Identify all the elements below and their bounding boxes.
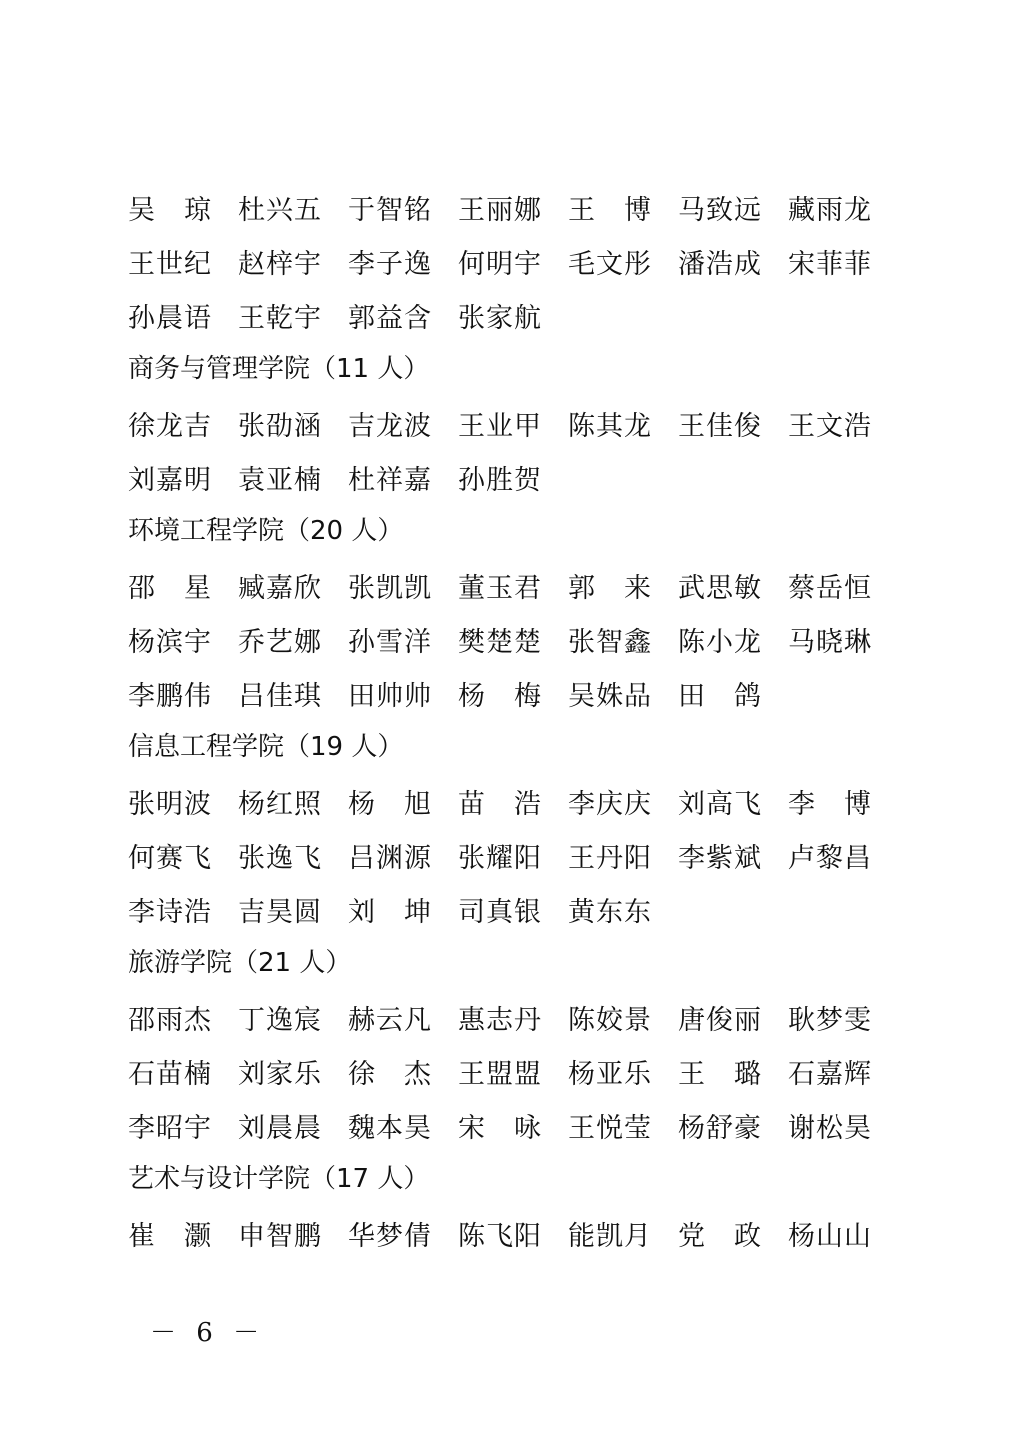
name-row <box>128 666 908 720</box>
student-name: 李昭宇 <box>128 1112 212 1144</box>
college-heading: 旅游学院（21 人） <box>128 948 352 978</box>
student-name: 吕渊源 <box>348 842 432 874</box>
student-name: 李子逸 <box>348 248 432 280</box>
student-name: 李庆庆 <box>568 788 652 820</box>
name-row <box>128 180 908 234</box>
student-name: 孙晨语 <box>128 302 212 334</box>
student-name: 卢黎昌 <box>788 842 872 874</box>
student-name: 李诗浩 <box>128 896 212 928</box>
student-name: 张凯凯 <box>348 572 432 604</box>
student-name: 陈小龙 <box>678 626 762 658</box>
student-name: 王乾宇 <box>238 302 322 334</box>
student-name: 徐龙吉 <box>128 410 212 442</box>
student-name: 司真银 <box>458 896 542 928</box>
student-name: 王 博 <box>568 194 652 226</box>
student-name: 能凯月 <box>568 1220 652 1252</box>
name-row <box>128 450 908 504</box>
student-name: 臧嘉欣 <box>238 572 322 604</box>
student-name: 徐 杰 <box>348 1058 432 1090</box>
student-name: 张逸飞 <box>238 842 322 874</box>
student-name: 杜祥嘉 <box>348 464 432 496</box>
name-row <box>128 774 908 828</box>
student-name: 藏雨龙 <box>788 194 872 226</box>
name-row <box>128 990 908 1044</box>
student-name: 杨 梅 <box>458 680 542 712</box>
student-name: 吕佳琪 <box>238 680 322 712</box>
student-name: 陈其龙 <box>568 410 652 442</box>
college-section <box>128 180 908 342</box>
student-name: 王世纪 <box>128 248 212 280</box>
student-name: 郭益含 <box>348 302 432 334</box>
name-row <box>128 234 908 288</box>
student-name: 李紫斌 <box>678 842 762 874</box>
student-name: 陈飞阳 <box>458 1220 542 1252</box>
college-section <box>128 504 908 720</box>
student-name: 董玉君 <box>458 572 542 604</box>
student-name: 孙胜贺 <box>458 464 542 496</box>
name-row <box>128 396 908 450</box>
student-name: 吉昊圆 <box>238 896 322 928</box>
name-row <box>128 828 908 882</box>
college-heading: 信息工程学院（19 人） <box>128 732 404 762</box>
student-name: 武思敏 <box>678 572 762 604</box>
name-row <box>128 882 908 936</box>
student-name: 王悦莹 <box>568 1112 652 1144</box>
student-name: 惠志丹 <box>458 1004 542 1036</box>
student-name: 王丹阳 <box>568 842 652 874</box>
name-row <box>128 288 908 342</box>
student-name: 张家航 <box>458 302 542 334</box>
student-name: 唐俊丽 <box>678 1004 762 1036</box>
student-name: 苗 浩 <box>458 788 542 820</box>
student-name: 张智鑫 <box>568 626 652 658</box>
college-section <box>128 342 908 504</box>
student-name: 毛文彤 <box>568 248 652 280</box>
name-row <box>128 612 908 666</box>
student-name: 于智铭 <box>348 194 432 226</box>
student-name: 刘嘉明 <box>128 464 212 496</box>
student-name: 谢松昊 <box>788 1112 872 1144</box>
student-name: 张明波 <box>128 788 212 820</box>
student-name: 吉龙波 <box>348 410 432 442</box>
student-name: 石嘉辉 <box>788 1058 872 1090</box>
student-name: 宋菲菲 <box>788 248 872 280</box>
name-row <box>128 1044 908 1098</box>
student-name: 郭 来 <box>568 572 652 604</box>
student-name: 杨亚乐 <box>568 1058 652 1090</box>
student-name: 赫云凡 <box>348 1004 432 1036</box>
student-name: 何明宇 <box>458 248 542 280</box>
student-name: 马致远 <box>678 194 762 226</box>
student-name: 刘家乐 <box>238 1058 322 1090</box>
student-name: 王文浩 <box>788 410 872 442</box>
student-name: 田帅帅 <box>348 680 432 712</box>
student-name: 潘浩成 <box>678 248 762 280</box>
student-name: 吴姝品 <box>568 680 652 712</box>
student-name: 樊楚楚 <box>458 626 542 658</box>
student-name: 杨 旭 <box>348 788 432 820</box>
student-name: 陈姣景 <box>568 1004 652 1036</box>
student-name: 何赛飞 <box>128 842 212 874</box>
student-name: 李 博 <box>788 788 872 820</box>
name-row <box>128 558 908 612</box>
student-name: 田 鸽 <box>678 680 762 712</box>
student-name: 马晓琳 <box>788 626 872 658</box>
student-name: 王盟盟 <box>458 1058 542 1090</box>
student-name: 张耀阳 <box>458 842 542 874</box>
student-name: 杨山山 <box>788 1220 872 1252</box>
student-name: 蔡岳恒 <box>788 572 872 604</box>
name-list <box>128 180 908 1260</box>
student-name: 袁亚楠 <box>238 464 322 496</box>
name-row <box>128 1206 908 1260</box>
student-name: 王 璐 <box>678 1058 762 1090</box>
college-heading: 艺术与设计学院（17 人） <box>128 1164 430 1194</box>
student-name: 乔艺娜 <box>238 626 322 658</box>
student-name: 李鹏伟 <box>128 680 212 712</box>
student-name: 华梦倩 <box>348 1220 432 1252</box>
student-name: 石苗楠 <box>128 1058 212 1090</box>
student-name: 魏本昊 <box>348 1112 432 1144</box>
student-name: 邵雨杰 <box>128 1004 212 1036</box>
student-name: 邵 星 <box>128 572 212 604</box>
student-name: 刘 坤 <box>348 896 432 928</box>
student-name: 杜兴五 <box>238 194 322 226</box>
name-row <box>128 1098 908 1152</box>
student-name: 宋 咏 <box>458 1112 542 1144</box>
student-name: 黄东东 <box>568 896 652 928</box>
student-name: 杨滨宇 <box>128 626 212 658</box>
student-name: 赵梓宇 <box>238 248 322 280</box>
student-name: 杨红照 <box>238 788 322 820</box>
college-heading: 商务与管理学院（11 人） <box>128 354 430 384</box>
student-name: 孙雪洋 <box>348 626 432 658</box>
student-name: 党 政 <box>678 1220 762 1252</box>
student-name: 申智鹏 <box>238 1220 322 1252</box>
student-name: 耿梦雯 <box>788 1004 872 1036</box>
college-section <box>128 1152 908 1260</box>
college-heading: 环境工程学院（20 人） <box>128 516 404 546</box>
student-name: 王丽娜 <box>458 194 542 226</box>
student-name: 吴 琼 <box>128 194 212 226</box>
student-name: 刘高飞 <box>678 788 762 820</box>
student-name: 崔 灏 <box>128 1220 212 1252</box>
student-name: 丁逸宸 <box>238 1004 322 1036</box>
student-name: 王佳俊 <box>678 410 762 442</box>
page-number: － 6 － <box>150 1318 266 1348</box>
student-name: 刘晨晨 <box>238 1112 322 1144</box>
student-name: 杨舒豪 <box>678 1112 762 1144</box>
student-name: 王业甲 <box>458 410 542 442</box>
student-name: 张劭涵 <box>238 410 322 442</box>
college-section <box>128 720 908 936</box>
college-section <box>128 936 908 1152</box>
